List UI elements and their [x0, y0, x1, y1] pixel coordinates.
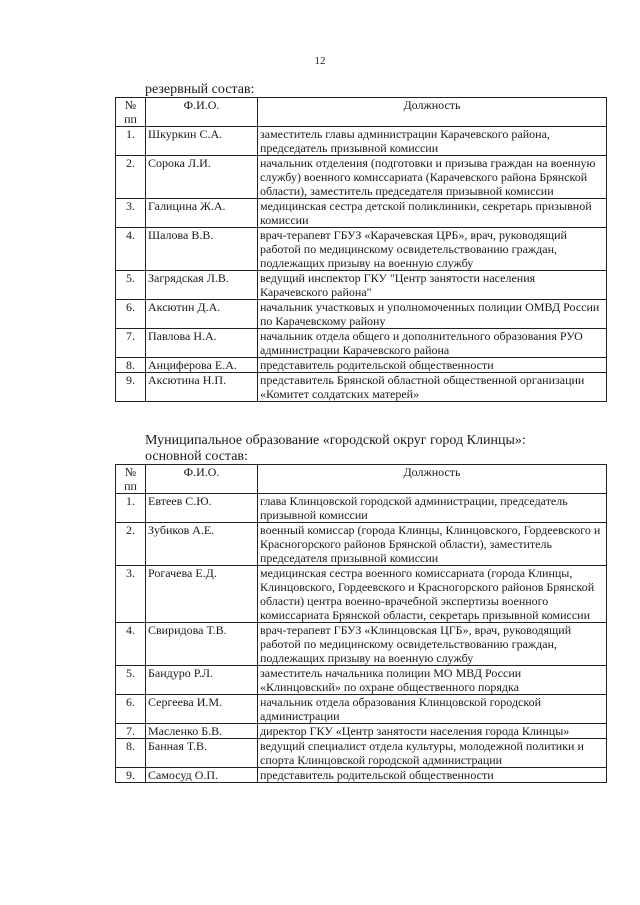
- row-number: 4.: [116, 228, 146, 271]
- row-number: 4.: [116, 623, 146, 666]
- row-number: 5.: [116, 271, 146, 300]
- table-header-row: [116, 465, 607, 494]
- member-name: Загрядская Л.В.: [146, 271, 258, 300]
- table-row: [116, 300, 607, 329]
- municipality-title: Муниципальное образование «городской округ город Клинцы»:: [145, 433, 526, 448]
- row-number: 8.: [116, 358, 146, 373]
- table-row: [116, 566, 607, 623]
- member-position: представитель родительской общественности: [258, 768, 607, 783]
- member-position: представитель родительской общественности: [258, 358, 607, 373]
- header-full-name: Ф.И.О.: [146, 465, 258, 494]
- table-row: [116, 156, 607, 199]
- header-number: № пп: [116, 465, 146, 494]
- reserve-members-table: [115, 97, 607, 402]
- table-row: [116, 523, 607, 566]
- member-position: медицинская сестра военного комиссариата (города Клинцы, Клинцовского, Гордеевского и Красногорского районов Брянской области) центра военно-врачебной экспертизы военного комиссариата Брянской области, секретарь призывной комиссии: [258, 566, 607, 623]
- header-position: Должность: [258, 465, 607, 494]
- table-row: [116, 127, 607, 156]
- table-row: [116, 666, 607, 695]
- table-header-row: [116, 98, 607, 127]
- member-position: врач-терапевт ГБУЗ «Карачевская ЦРБ», врач, руководящий работой по медицинскому освидетельствованию граждан, подлежащих призыву на военную службу: [258, 228, 607, 271]
- table-row: [116, 228, 607, 271]
- table-row: [116, 373, 607, 402]
- member-name: Масленко Б.В.: [146, 724, 258, 739]
- member-name: Рогачева Е.Д.: [146, 566, 258, 623]
- member-name: Банная Т.В.: [146, 739, 258, 768]
- row-number: 1.: [116, 127, 146, 156]
- row-number: 1.: [116, 494, 146, 523]
- table-row: [116, 329, 607, 358]
- member-position: заместитель главы администрации Карачевского района, председатель призывной комиссии: [258, 127, 607, 156]
- member-name: Зубиков А.Е.: [146, 523, 258, 566]
- member-position: представитель Брянской областной общественной организации «Комитет солдатских матерей»: [258, 373, 607, 402]
- member-name: Шкуркин С.А.: [146, 127, 258, 156]
- member-name: Сергеева И.М.: [146, 695, 258, 724]
- member-position: военный комиссар (города Клинцы, Клинцовского, Гордеевского и Красногорского районов Брянской области), заместитель председателя призывной комиссии: [258, 523, 607, 566]
- row-number: 3.: [116, 566, 146, 623]
- member-name: Анциферова Е.А.: [146, 358, 258, 373]
- row-number: 7.: [116, 329, 146, 358]
- member-name: Шалова В.В.: [146, 228, 258, 271]
- header-position: Должность: [258, 98, 607, 127]
- member-position: ведущий инспектор ГКУ "Центр занятости населения Карачевского района": [258, 271, 607, 300]
- member-position: медицинская сестра детской поликлиники, секретарь призывной комиссии: [258, 199, 607, 228]
- main-composition-heading: основной состав:: [145, 449, 248, 464]
- row-number: 6.: [116, 300, 146, 329]
- member-position: ведущий специалист отдела культуры, молодежной политики и спорта Клинцовской городской администрации: [258, 739, 607, 768]
- table-row: [116, 623, 607, 666]
- table-row: [116, 739, 607, 768]
- main-members-body: [116, 494, 607, 783]
- table-row: [116, 271, 607, 300]
- table-row: [116, 768, 607, 783]
- member-name: Евтеев С.Ю.: [146, 494, 258, 523]
- reserve-composition-heading: резервный состав:: [145, 82, 255, 97]
- reserve-members-body: [116, 127, 607, 402]
- table-row: [116, 494, 607, 523]
- member-name: Павлова Н.А.: [146, 329, 258, 358]
- member-position: начальник отделения (подготовки и призыва граждан на военную службу) военного комиссариата (Карачевского района Брянской области), заместитель председателя призывной комиссии: [258, 156, 607, 199]
- member-name: Аксютина Н.П.: [146, 373, 258, 402]
- table-row: [116, 358, 607, 373]
- header-number: № пп: [116, 98, 146, 127]
- row-number: 7.: [116, 724, 146, 739]
- member-name: Свиридова Т.В.: [146, 623, 258, 666]
- member-name: Сорока Л.И.: [146, 156, 258, 199]
- row-number: 9.: [116, 373, 146, 402]
- table-row: [116, 695, 607, 724]
- row-number: 3.: [116, 199, 146, 228]
- member-position: начальник участковых и уполномоченных полиции ОМВД России по Карачевскому району: [258, 300, 607, 329]
- member-name: Самосуд О.П.: [146, 768, 258, 783]
- table-row: [116, 724, 607, 739]
- row-number: 2.: [116, 523, 146, 566]
- row-number: 5.: [116, 666, 146, 695]
- page-number: 12: [314, 55, 326, 67]
- main-members-table: [115, 464, 607, 783]
- row-number: 2.: [116, 156, 146, 199]
- member-position: директор ГКУ «Центр занятости населения города Клинцы»: [258, 724, 607, 739]
- member-position: врач-терапевт ГБУЗ «Клинцовская ЦГБ», врач, руководящий работой по медицинскому освидетельствованию граждан, подлежащих призыву на военную службу: [258, 623, 607, 666]
- member-position: начальник отдела общего и дополнительного образования РУО администрации Карачевского района: [258, 329, 607, 358]
- member-position: начальник отдела образования Клинцовской городской администрации: [258, 695, 607, 724]
- header-full-name: Ф.И.О.: [146, 98, 258, 127]
- row-number: 6.: [116, 695, 146, 724]
- row-number: 9.: [116, 768, 146, 783]
- member-position: глава Клинцовской городской администрации, председатель призывной комиссии: [258, 494, 607, 523]
- member-name: Аксютин Д.А.: [146, 300, 258, 329]
- row-number: 8.: [116, 739, 146, 768]
- member-position: заместитель начальника полиции МО МВД России «Клинцовский» по охране общественного порядка: [258, 666, 607, 695]
- member-name: Бандуро Р.Л.: [146, 666, 258, 695]
- member-name: Галицина Ж.А.: [146, 199, 258, 228]
- table-row: [116, 199, 607, 228]
